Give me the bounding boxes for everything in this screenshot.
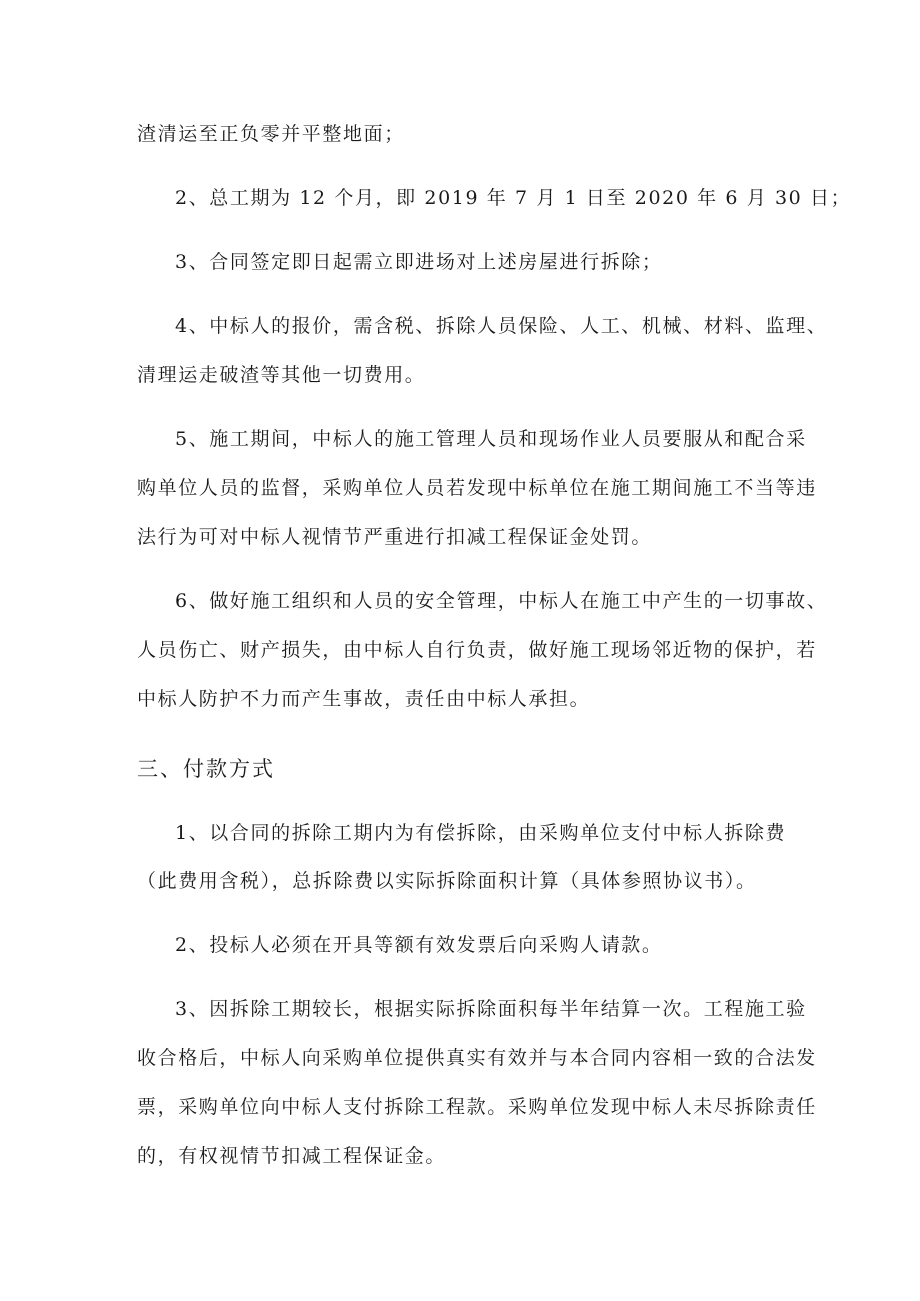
text-line: 3、因拆除工期较长，根据实际拆除面积每半年结算一次。工程施工验 (175, 998, 807, 1020)
text-line: 购单位人员的监督，采购单位人员若发现中标单位在施工期间施工不当等违 (137, 477, 817, 499)
text-line: 人员伤亡、财产损失，由中标人自行负责，做好施工现场邻近物的保护，若 (137, 639, 817, 661)
text-line: 收合格后，中标人向采购单位提供真实有效并与本合同内容相一致的合法发 (137, 1047, 817, 1069)
section-heading: 三、付款方式 (137, 757, 275, 781)
text-line: 法行为可对中标人视情节严重进行扣减工程保证金处罚。 (137, 526, 653, 548)
text-line: 4、中标人的报价，需含税、拆除人员保险、人工、机械、材料、监理、 (175, 315, 828, 337)
text-line: 票，采购单位向中标人支付拆除工程款。采购单位发现中标人未尽拆除责任 (137, 1096, 817, 1118)
text-line: 3、合同签定即日起需立即进场对上述房屋进行拆除； (175, 251, 663, 273)
text-line: 2、总工期为 12 个月，即 2019 年 7 月 1 日至 2020 年 6 月 30 日； (175, 187, 852, 209)
text-line: 5、施工期间，中标人的施工管理人员和现场作业人员要服从和配合采 (175, 428, 807, 450)
text-line: 清理运走破渣等其他一切费用。 (137, 364, 426, 386)
text-line: 中标人防护不力而产生事故，责任由中标人承担。 (137, 688, 591, 710)
text-line: （此费用含税），总拆除费以实际拆除面积计算（具体参照协议书）。 (137, 870, 757, 892)
text-line: 的，有权视情节扣减工程保证金。 (137, 1145, 447, 1167)
text-line: 渣清运至正负零并平整地面； (137, 123, 405, 145)
text-line: 2、投标人必须在开具等额有效发票后向采购人请款。 (175, 934, 663, 956)
text-line: 1、以合同的拆除工期内为有偿拆除，由采购单位支付中标人拆除费 (175, 822, 787, 844)
text-line: 6、做好施工组织和人员的安全管理，中标人在施工中产生的一切事故、 (175, 590, 828, 612)
